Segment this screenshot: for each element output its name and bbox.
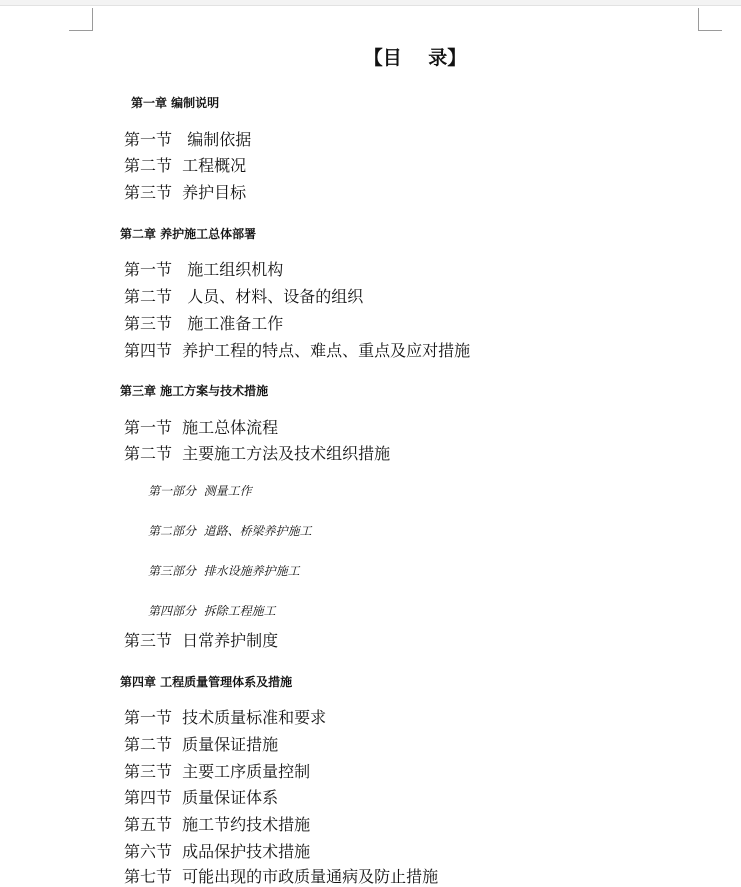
- toc-entry: 第六节 成品保护技术措施: [124, 842, 311, 861]
- toc-title: 【目 录】: [363, 47, 467, 69]
- page-corner-mark-left: [69, 8, 93, 31]
- toc-entry: 第一节 编制依据: [124, 130, 252, 149]
- toc-entry: 第四节 养护工程的特点、难点、重点及应对措施: [124, 341, 471, 360]
- ruler-bar: [0, 0, 741, 6]
- page-corner-mark-right: [698, 8, 722, 31]
- chapter-heading: 第一章 编制说明: [131, 96, 220, 110]
- toc-entry: 第二节 质量保证措施: [124, 735, 279, 754]
- toc-subentry: 第四部分 拆除工程施工: [148, 604, 276, 618]
- toc-entry: 第四节 质量保证体系: [124, 788, 279, 807]
- toc-entry: 第七节 可能出现的市政质量通病及防止措施: [124, 867, 439, 886]
- toc-entry: 第一节 施工总体流程: [124, 418, 279, 437]
- toc-entry: 第三节 日常养护制度: [124, 631, 279, 650]
- toc-entry: 第一节 技术质量标准和要求: [124, 708, 327, 727]
- toc-entry: 第三节 施工准备工作: [124, 314, 284, 333]
- toc-entry: 第三节 养护目标: [124, 183, 247, 202]
- toc-entry: 第一节 施工组织机构: [124, 260, 284, 279]
- toc-entry: 第五节 施工节约技术措施: [124, 815, 311, 834]
- chapter-heading: 第三章 施工方案与技术措施: [120, 384, 269, 398]
- toc-entry: 第二节 主要施工方法及技术组织措施: [124, 444, 391, 463]
- toc-subentry: 第二部分 道路、桥梁养护施工: [148, 524, 312, 538]
- toc-subentry: 第一部分 测量工作: [148, 484, 252, 498]
- chapter-heading: 第二章 养护施工总体部署: [120, 227, 257, 241]
- toc-entry: 第三节 主要工序质量控制: [124, 762, 311, 781]
- toc-entry: 第二节 工程概况: [124, 156, 247, 175]
- chapter-heading: 第四章 工程质量管理体系及措施: [120, 675, 293, 689]
- toc-entry: 第二节 人员、材料、设备的组织: [124, 287, 364, 306]
- toc-subentry: 第三部分 排水设施养护施工: [148, 564, 300, 578]
